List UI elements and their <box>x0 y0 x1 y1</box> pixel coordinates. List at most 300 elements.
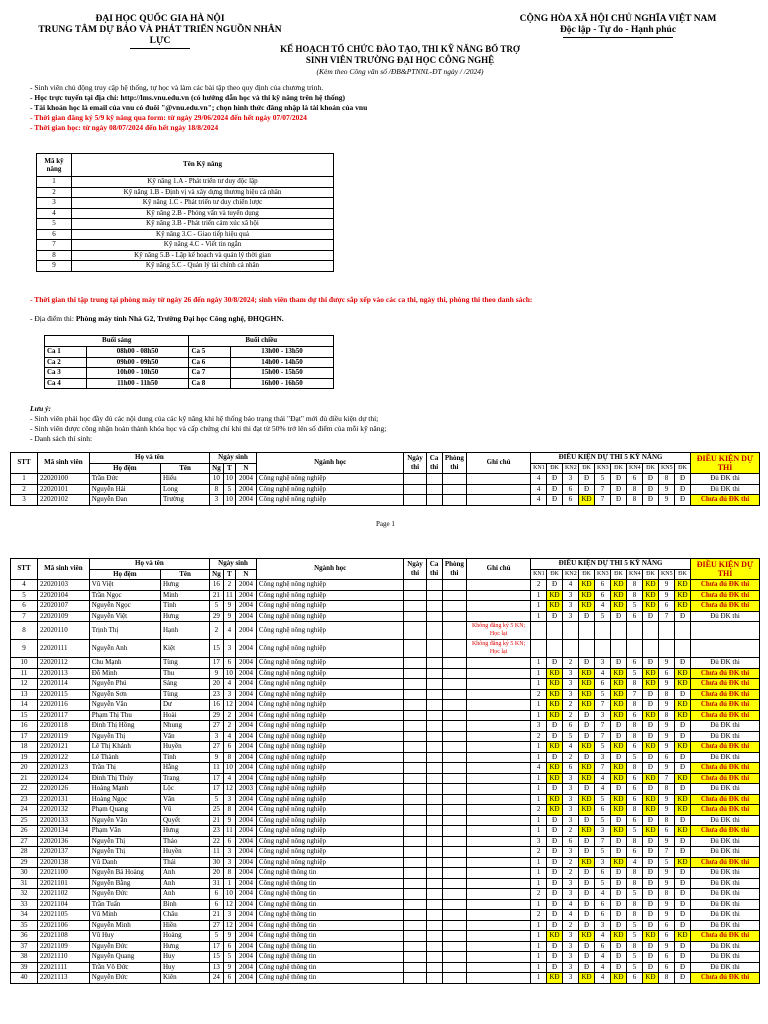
kn-code: 6 <box>595 899 611 910</box>
col-student-id-label: Mã sinh viên <box>44 458 83 467</box>
major: Công nghệ thông tin <box>256 878 404 889</box>
kn-code: 3 <box>563 474 579 485</box>
kn-status: Đ <box>642 495 658 506</box>
kn-code: 5 <box>626 601 642 612</box>
kn-status <box>674 622 690 640</box>
student-row <box>11 640 760 658</box>
exam-room <box>442 640 467 658</box>
exam-shift <box>426 601 442 612</box>
remark-line-1: - Sinh viên phải học đầy đủ các nội dung của các kỹ năng khi hệ thống báo trạng thái "Đạt" mới đủ điều kiện dự thi; <box>30 414 379 423</box>
major: Công nghệ nông nghiệp <box>256 689 404 700</box>
birth-day: 2 <box>210 622 224 640</box>
skill-row <box>37 229 334 240</box>
kn-code: 8 <box>658 973 674 984</box>
final-status <box>691 622 760 640</box>
col-sub-đk: ĐK <box>611 463 627 474</box>
birth-day: 5 <box>210 794 224 805</box>
kn-code: 5 <box>626 668 642 679</box>
birth-month: 1 <box>223 878 235 889</box>
first-name: Hạnh <box>161 622 210 640</box>
kn-code: 2 <box>531 889 547 900</box>
kn-status: Đ <box>611 847 627 858</box>
first-name: Anh <box>161 878 210 889</box>
first-name: Anh <box>161 868 210 879</box>
col-final-condition: ĐIỀU KIỆN DỰ THI <box>691 453 760 474</box>
first-name: Dư <box>161 700 210 711</box>
final-status: Chưa đủ ĐK thi <box>691 794 760 805</box>
birth-year: 2004 <box>235 952 256 963</box>
birth-month: 10 <box>223 495 235 506</box>
kn-status: Đ <box>579 899 595 910</box>
exam-room <box>442 700 467 711</box>
kn-code: 3 <box>595 658 611 669</box>
birth-year: 2004 <box>235 962 256 973</box>
skill-code: 9 <box>37 261 72 272</box>
kn-code: 3 <box>531 721 547 732</box>
kn-status: Đ <box>674 952 690 963</box>
exam-shift <box>426 710 442 721</box>
student-header-row-1 <box>11 453 760 464</box>
kn-code: 6 <box>563 484 579 495</box>
exam-date <box>404 920 426 931</box>
kn-status: Đ <box>611 889 627 900</box>
birth-year: 2004 <box>235 601 256 612</box>
first-name: Hưng <box>161 941 210 952</box>
birth-day: 23 <box>210 826 224 837</box>
kn-code: 5 <box>595 742 611 753</box>
col-sub-đk: ĐK <box>547 569 563 580</box>
exam-date <box>404 590 426 601</box>
kn-code: 9 <box>658 805 674 816</box>
skill-code: 7 <box>37 240 72 251</box>
kn-status: KĐ <box>547 805 563 816</box>
morning-header: Buổi sáng <box>45 336 189 347</box>
kn-code: 2 <box>563 920 579 931</box>
birth-month: 2 <box>223 710 235 721</box>
student-row <box>11 590 760 601</box>
col-fullname: Họ và tên <box>89 453 209 464</box>
note <box>467 920 531 931</box>
student-row <box>11 763 760 774</box>
kn-status: Đ <box>611 952 627 963</box>
kn-code: 3 <box>563 931 579 942</box>
stt: 26 <box>11 826 38 837</box>
final-status: Đủ ĐK thi <box>691 920 760 931</box>
kn-code: 5 <box>626 931 642 942</box>
exam-room <box>442 878 467 889</box>
exam-date <box>404 805 426 816</box>
location-label: - Địa điểm thi: <box>30 314 76 323</box>
shift-time: 14h00 - 14h50 <box>231 357 334 368</box>
kn-code: 7 <box>658 773 674 784</box>
note <box>467 601 531 612</box>
exam-room <box>442 601 467 612</box>
skill-code: 1 <box>37 177 72 188</box>
kn-code: 6 <box>626 847 642 858</box>
first-name: Long <box>161 484 210 495</box>
last-name: Đinh Thị Hồng <box>89 721 160 732</box>
kn-status: Đ <box>642 962 658 973</box>
birth-year: 2004 <box>235 794 256 805</box>
student-id: 22021104 <box>38 899 90 910</box>
skill-row <box>37 250 334 261</box>
shift-name: Ca 4 <box>45 378 87 389</box>
note <box>467 784 531 795</box>
last-name: Nguyễn Hải <box>89 484 160 495</box>
stt: 13 <box>11 689 38 700</box>
student-row <box>11 601 760 612</box>
last-name: Vũ Huy <box>89 931 160 942</box>
first-name: Bình <box>161 899 210 910</box>
student-id: 22020109 <box>38 611 90 622</box>
exam-room <box>442 721 467 732</box>
note-line: - Thời gian đăng ký 5/9 kỹ năng qua form: từ ngày 29/06/2024 đến hết ngày 07/07/2024 <box>30 113 307 122</box>
exam-shift <box>426 622 442 640</box>
student-id: 22020134 <box>38 826 90 837</box>
last-name: Nguyễn Bá Hoàng <box>89 868 160 879</box>
exam-date <box>404 658 426 669</box>
shift-name: Ca 5 <box>189 347 231 358</box>
exam-shift <box>426 668 442 679</box>
major: Công nghệ thông tin <box>256 962 404 973</box>
exam-date <box>404 622 426 640</box>
major: Công nghệ nông nghiệp <box>256 622 404 640</box>
birth-month: 12 <box>223 700 235 711</box>
kn-status: Đ <box>579 815 595 826</box>
birth-year: 2004 <box>235 836 256 847</box>
first-name: Lộc <box>161 784 210 795</box>
col-dob: Ngày sinh <box>210 559 257 570</box>
exam-shift <box>426 889 442 900</box>
birth-day: 29 <box>210 611 224 622</box>
kn-status: KĐ <box>547 794 563 805</box>
kn-code: 5 <box>595 878 611 889</box>
kn-status: Đ <box>674 878 690 889</box>
student-row <box>11 484 760 495</box>
student-row <box>11 710 760 721</box>
kn-status: KĐ <box>579 590 595 601</box>
kn-code: 1 <box>531 668 547 679</box>
kn-code: 3 <box>563 889 579 900</box>
stt: 11 <box>11 668 38 679</box>
kn-code: 1 <box>531 815 547 826</box>
birth-year: 2004 <box>235 920 256 931</box>
col-student-id <box>38 453 90 474</box>
birth-month: 9 <box>223 611 235 622</box>
exam-shift <box>426 590 442 601</box>
stt: 19 <box>11 752 38 763</box>
exam-room <box>442 847 467 858</box>
kn-code: 8 <box>658 889 674 900</box>
kn-code: 3 <box>563 611 579 622</box>
final-status: Đủ ĐK thi <box>691 474 760 485</box>
birth-month: 11 <box>223 826 235 837</box>
note <box>467 868 531 879</box>
kn-status: Đ <box>547 752 563 763</box>
note <box>467 668 531 679</box>
nation-header <box>488 14 748 38</box>
kn-status: Đ <box>547 878 563 889</box>
birth-day: 21 <box>210 910 224 921</box>
birth-month: 11 <box>223 590 235 601</box>
kn-code: 3 <box>595 752 611 763</box>
note <box>467 857 531 868</box>
kn-status <box>579 640 595 658</box>
kn-status: Đ <box>579 784 595 795</box>
kn-code: 8 <box>626 495 642 506</box>
kn-code: 2 <box>531 805 547 816</box>
birth-month: 9 <box>223 962 235 973</box>
kn-status: Đ <box>579 889 595 900</box>
kn-status: Đ <box>642 899 658 910</box>
kn-code: 7 <box>595 836 611 847</box>
kn-status: Đ <box>674 973 690 984</box>
kn-status: KĐ <box>611 679 627 690</box>
kn-code: 4 <box>595 952 611 963</box>
col-exam-date: Ngày thi <box>404 453 426 474</box>
exam-room <box>442 731 467 742</box>
kn-status: Đ <box>642 920 658 931</box>
exam-shift <box>426 658 442 669</box>
stt: 22 <box>11 784 38 795</box>
col-fullname: Họ và tên <box>89 559 209 570</box>
note <box>467 973 531 984</box>
kn-code: 9 <box>658 700 674 711</box>
skill-row <box>37 208 334 219</box>
kn-code: 6 <box>658 920 674 931</box>
kn-code: 4 <box>595 973 611 984</box>
kn-status: KĐ <box>611 973 627 984</box>
exam-room <box>442 495 467 506</box>
remarks-block <box>30 404 750 444</box>
page-number: Page 1 <box>376 520 395 528</box>
birth-year: 2004 <box>235 805 256 816</box>
kn-code: 5 <box>626 826 642 837</box>
skill-name: Kỹ năng 5.B - Lập kế hoạch và quản lý thời gian <box>72 250 334 261</box>
birth-month: 6 <box>223 742 235 753</box>
birth-year: 2004 <box>235 700 256 711</box>
note <box>467 889 531 900</box>
birth-day: 6 <box>210 899 224 910</box>
birth-day: 3 <box>210 731 224 742</box>
kn-code: 2 <box>563 868 579 879</box>
student-id: 22020138 <box>38 857 90 868</box>
exam-shift <box>426 805 442 816</box>
kn-status: Đ <box>579 910 595 921</box>
final-status: Chưa đủ ĐK thi <box>691 580 760 591</box>
birth-year: 2004 <box>235 742 256 753</box>
birth-day: 31 <box>210 878 224 889</box>
student-row <box>11 805 760 816</box>
note <box>467 805 531 816</box>
kn-status: KĐ <box>547 773 563 784</box>
student-id: 22020117 <box>38 710 90 721</box>
kn-code: 8 <box>626 805 642 816</box>
birth-month: 6 <box>223 836 235 847</box>
major: Công nghệ nông nghiệp <box>256 784 404 795</box>
kn-status: KĐ <box>642 601 658 612</box>
birth-month: 5 <box>223 484 235 495</box>
kn-status: Đ <box>579 474 595 485</box>
stt: 10 <box>11 658 38 669</box>
skill-row <box>37 261 334 272</box>
major: Công nghệ nông nghiệp <box>256 752 404 763</box>
kn-code: 9 <box>658 878 674 889</box>
birth-year: 2004 <box>235 899 256 910</box>
kn-status: KĐ <box>547 679 563 690</box>
stt: 5 <box>11 590 38 601</box>
kn-status: KĐ <box>579 857 595 868</box>
kn-code: 1 <box>531 878 547 889</box>
kn-code: 6 <box>658 962 674 973</box>
kn-code: 3 <box>563 941 579 952</box>
first-name: Huyền <box>161 742 210 753</box>
first-name: Tính <box>161 752 210 763</box>
kn-status <box>611 622 627 640</box>
note <box>467 931 531 942</box>
kn-status: Đ <box>579 847 595 858</box>
note-line: - Sinh viên chủ động truy cập hệ thống, tự học và làm các bài tập theo quy định của chương trình. <box>30 83 324 92</box>
kn-status: KĐ <box>674 931 690 942</box>
col-final-condition: ĐIỀU KIỆN DỰ THI <box>691 559 760 580</box>
birth-day: 13 <box>210 962 224 973</box>
stt: 17 <box>11 731 38 742</box>
last-name: Nguyễn Sơn <box>89 689 160 700</box>
kn-status: KĐ <box>611 805 627 816</box>
kn-status: Đ <box>642 847 658 858</box>
major: Công nghệ thông tin <box>256 973 404 984</box>
kn-code: 4 <box>563 910 579 921</box>
birth-year: 2004 <box>235 752 256 763</box>
notes-block <box>30 83 750 133</box>
birth-day: 5 <box>210 931 224 942</box>
remarks-title: Lưu ý: <box>30 404 51 413</box>
last-name: Nguyễn Đức <box>89 973 160 984</box>
first-name: Thái <box>161 857 210 868</box>
student-id: 22021100 <box>38 868 90 879</box>
student-id: 22020136 <box>38 836 90 847</box>
kn-code: 4 <box>563 742 579 753</box>
exam-room <box>442 962 467 973</box>
last-name: Chu Mạnh <box>89 658 160 669</box>
stt: 30 <box>11 868 38 879</box>
shift-row <box>45 378 334 389</box>
note <box>467 836 531 847</box>
exam-date <box>404 742 426 753</box>
kn-code <box>626 622 642 640</box>
kn-status: KĐ <box>579 973 595 984</box>
major: Công nghệ nông nghiệp <box>256 484 404 495</box>
last-name: Nguyễn Phú <box>89 679 160 690</box>
final-status: Đủ ĐK thi <box>691 941 760 952</box>
major: Công nghệ nông nghiệp <box>256 826 404 837</box>
shift-time: 16h00 - 16h50 <box>231 378 334 389</box>
shift-row <box>45 347 334 358</box>
student-id: 22020110 <box>38 622 90 640</box>
kn-status: KĐ <box>611 689 627 700</box>
kn-status: Đ <box>579 721 595 732</box>
kn-code: 6 <box>595 580 611 591</box>
kn-status: Đ <box>674 752 690 763</box>
shift-name: Ca 2 <box>45 357 87 368</box>
kn-status: Đ <box>674 763 690 774</box>
kn-code: 9 <box>658 495 674 506</box>
skill-name: Kỹ năng 1.A - Phát triển tư duy độc lập <box>72 177 334 188</box>
skill-name: Kỹ năng 1.C - Phát triển tư duy chiến lược <box>72 198 334 209</box>
last-name: Hoàng Mạnh <box>89 784 160 795</box>
birth-day: 17 <box>210 941 224 952</box>
kn-code: 3 <box>563 952 579 963</box>
kn-status: KĐ <box>674 710 690 721</box>
birth-day: 20 <box>210 868 224 879</box>
major: Công nghệ nông nghiệp <box>256 794 404 805</box>
student-id: 22021110 <box>38 952 90 963</box>
birth-day: 20 <box>210 679 224 690</box>
kn-code: 6 <box>658 668 674 679</box>
note <box>467 899 531 910</box>
exam-room <box>442 474 467 485</box>
col-firstname: Tên <box>161 569 210 580</box>
stt: 39 <box>11 962 38 973</box>
kn-code: 3 <box>563 784 579 795</box>
birth-month: 10 <box>223 474 235 485</box>
kn-code: 2 <box>531 689 547 700</box>
exam-date <box>404 763 426 774</box>
kn-status: Đ <box>547 836 563 847</box>
kn-code: 1 <box>531 679 547 690</box>
kn-status: KĐ <box>547 700 563 711</box>
last-name: Hoàng Ngọc <box>89 794 160 805</box>
birth-month: 6 <box>223 941 235 952</box>
kn-code: 6 <box>595 679 611 690</box>
birth-day: 21 <box>210 590 224 601</box>
major: Công nghệ nông nghiệp <box>256 815 404 826</box>
skill-name: Kỹ năng 4.C - Viết tin ngắn <box>72 240 334 251</box>
kn-status: Đ <box>579 752 595 763</box>
birth-day: 27 <box>210 920 224 931</box>
kn-code: 9 <box>658 590 674 601</box>
birth-day: 29 <box>210 710 224 721</box>
major: Công nghệ thông tin <box>256 920 404 931</box>
note <box>467 611 531 622</box>
exam-shift <box>426 784 442 795</box>
kn-status <box>579 622 595 640</box>
student-id: 22020114 <box>38 679 90 690</box>
exam-room <box>442 622 467 640</box>
student-id: 22021113 <box>38 973 90 984</box>
exam-shift <box>426 962 442 973</box>
final-status: Đủ ĐK thi <box>691 752 760 763</box>
kn-code: 4 <box>595 962 611 973</box>
stt: 8 <box>11 622 38 640</box>
student-id: 22021108 <box>38 931 90 942</box>
kn-code: 6 <box>595 910 611 921</box>
note <box>467 580 531 591</box>
student-row <box>11 952 760 963</box>
kn-status: Đ <box>579 836 595 847</box>
kn-code: 1 <box>531 857 547 868</box>
skills-table <box>36 153 334 272</box>
final-status: Đủ ĐK thi <box>691 836 760 847</box>
kn-status: Đ <box>547 611 563 622</box>
birth-year: 2004 <box>235 889 256 900</box>
birth-month: 8 <box>223 752 235 763</box>
skill-name: Kỹ năng 5.C - Quản lý tài chính cá nhân <box>72 261 334 272</box>
first-name: Hằng <box>161 763 210 774</box>
student-row <box>11 836 760 847</box>
stt: 31 <box>11 878 38 889</box>
kn-status: Đ <box>547 484 563 495</box>
